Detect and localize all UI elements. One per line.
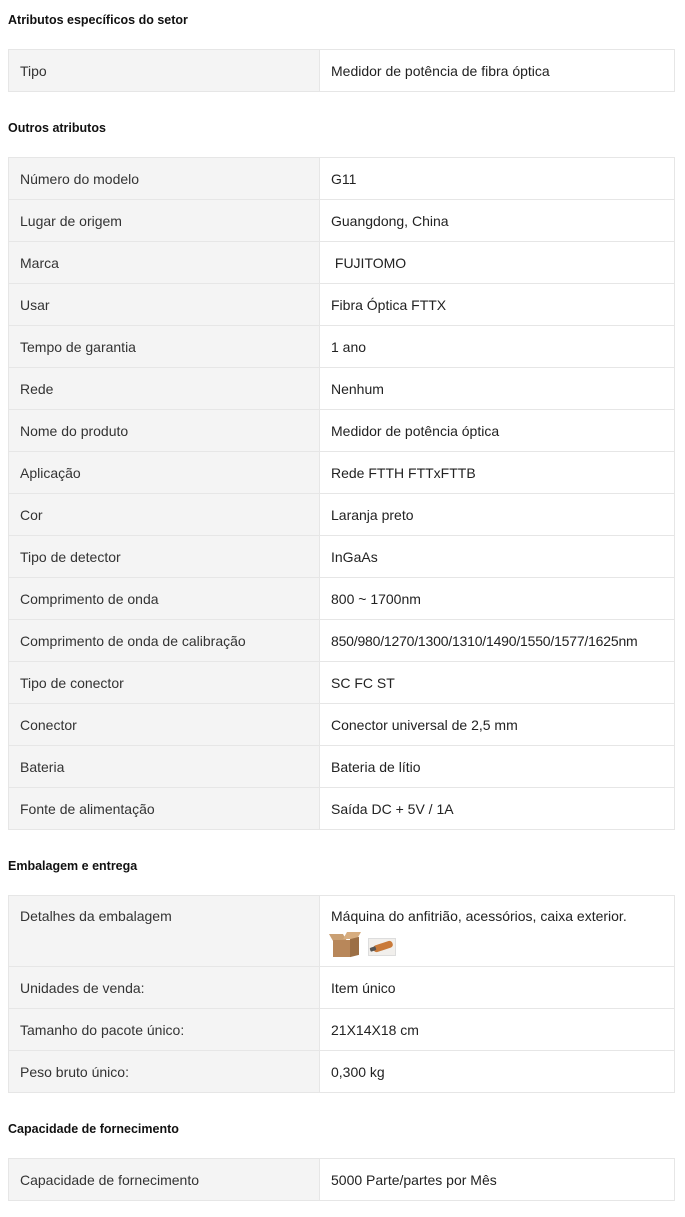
table-row [9, 1009, 675, 1051]
table-row [9, 50, 675, 92]
table-row [9, 620, 675, 662]
section-title-packaging-delivery: Embalagem e entrega [8, 859, 138, 873]
attr-value: Guangdong, China [320, 200, 675, 242]
table-row [9, 896, 675, 967]
attr-key: Nome do produto [9, 410, 320, 452]
attr-value: Rede FTTH FTTxFTTB [320, 452, 675, 494]
device-in-tray-icon[interactable] [367, 930, 397, 958]
attr-value: 1 ano [320, 326, 675, 368]
attr-key: Rede [9, 368, 320, 410]
attr-key: Usar [9, 284, 320, 326]
table-row [9, 536, 675, 578]
attr-value: Medidor de potência de fibra óptica [320, 50, 675, 92]
attr-key: Capacidade de fornecimento [9, 1159, 320, 1201]
attr-key: Peso bruto único: [9, 1051, 320, 1093]
attr-value: 800 ~ 1700nm [320, 578, 675, 620]
product-attributes [8, 0, 675, 1217]
attr-key: Tipo de conector [9, 662, 320, 704]
attr-key: Comprimento de onda [9, 578, 320, 620]
attr-value: Medidor de potência óptica [320, 410, 675, 452]
attr-value: SC FC ST [320, 662, 675, 704]
attr-key: Tipo [9, 50, 320, 92]
attr-key: Fonte de alimentação [9, 788, 320, 830]
table-row [9, 578, 675, 620]
section-title-supply-ability: Capacidade de fornecimento [8, 1122, 179, 1136]
attr-key: Marca [9, 242, 320, 284]
package-images [331, 928, 663, 958]
table-row [9, 200, 675, 242]
attr-key: Tempo de garantia [9, 326, 320, 368]
cardboard-box-icon[interactable] [331, 930, 361, 958]
table-row [9, 368, 675, 410]
attr-value: Laranja preto [320, 494, 675, 536]
table-row [9, 1051, 675, 1093]
attr-key: Bateria [9, 746, 320, 788]
attr-value: Fibra Óptica FTTX [320, 284, 675, 326]
attr-value: InGaAs [320, 536, 675, 578]
attr-key: Comprimento de onda de calibração [9, 620, 320, 662]
supply-ability-table [8, 1158, 675, 1201]
attr-value: 850/980/1270/1300/1310/1490/1550/1577/1625nm [320, 620, 675, 662]
attr-key: Aplicação [9, 452, 320, 494]
attr-value: Nenhum [320, 368, 675, 410]
table-row [9, 1159, 675, 1201]
attr-value: 0,300 kg [320, 1051, 675, 1093]
section-title-industry-attributes: Atributos específicos do setor [8, 13, 188, 27]
attr-key: Número do modelo [9, 158, 320, 200]
attr-value-cell [320, 896, 675, 967]
table-row [9, 326, 675, 368]
industry-attributes-table [8, 49, 675, 92]
attr-value: 5000 Parte/partes por Mês [320, 1159, 675, 1201]
other-attributes-table [8, 157, 675, 830]
table-row [9, 967, 675, 1009]
table-row [9, 410, 675, 452]
attr-value: 21X14X18 cm [320, 1009, 675, 1051]
attr-key: Tamanho do pacote único: [9, 1009, 320, 1051]
attr-value: Máquina do anfitrião, acessórios, caixa exterior. [331, 908, 627, 924]
table-row [9, 494, 675, 536]
attr-key: Conector [9, 704, 320, 746]
table-row [9, 284, 675, 326]
table-row [9, 158, 675, 200]
table-row [9, 662, 675, 704]
table-row [9, 788, 675, 830]
attr-value: Saída DC + 5V / 1A [320, 788, 675, 830]
attr-value: Bateria de lítio [320, 746, 675, 788]
attr-key: Tipo de detector [9, 536, 320, 578]
attr-value: G11 [320, 158, 675, 200]
attr-key: Unidades de venda: [9, 967, 320, 1009]
attr-value: Conector universal de 2,5 mm [320, 704, 675, 746]
table-row [9, 242, 675, 284]
attr-key: Cor [9, 494, 320, 536]
section-title-other-attributes: Outros atributos [8, 121, 106, 135]
packaging-delivery-table [8, 895, 675, 1093]
attr-value: Item único [320, 967, 675, 1009]
attr-value: FUJITOMO [320, 242, 675, 284]
table-row [9, 704, 675, 746]
attr-key: Detalhes da embalagem [9, 896, 320, 967]
attr-key: Lugar de origem [9, 200, 320, 242]
table-row [9, 452, 675, 494]
table-row [9, 746, 675, 788]
